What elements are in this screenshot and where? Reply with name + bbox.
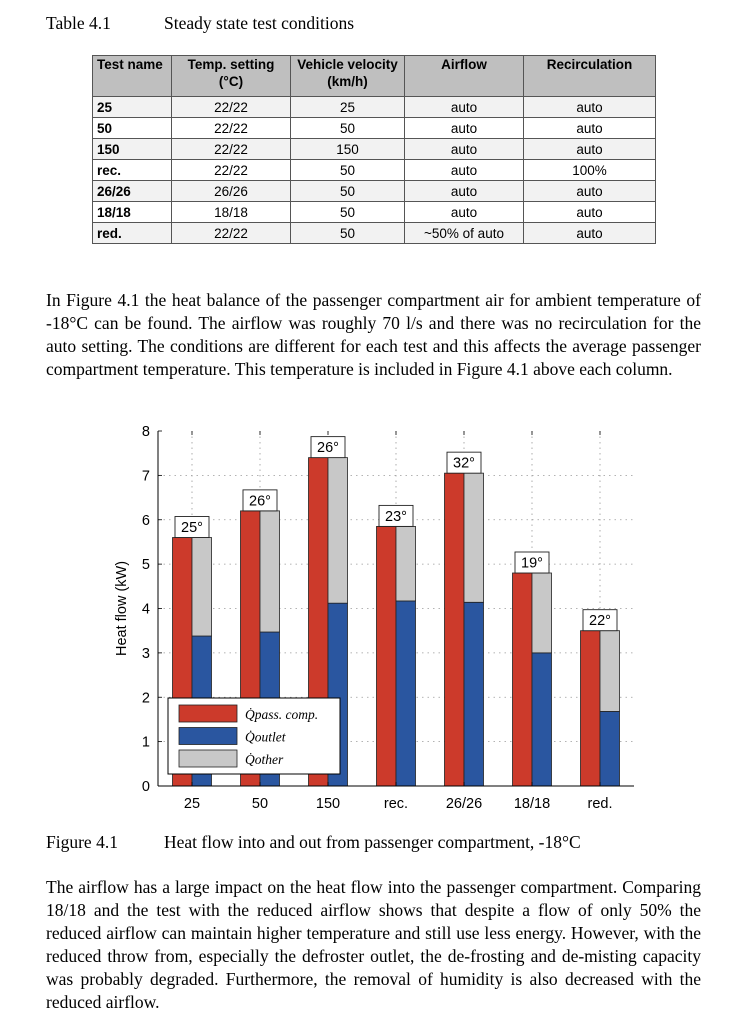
table-cell: 22/22 [172,97,291,118]
table-caption-number: Table 4.1 [46,13,111,33]
table-cell: 50 [291,118,405,139]
table-cell: 26/26 [172,181,291,202]
table-body [93,97,656,244]
y-tick-label: 8 [141,424,150,440]
figure-caption-text: Heat flow into and out from passenger compartment, -18°C [164,832,581,852]
table-cell: auto [405,181,524,202]
table-cell: 50 [291,202,405,223]
legend-swatch [179,750,237,767]
bar-other [600,631,620,712]
legend-label: Q̇outlet [245,729,286,745]
table-cell: auto [524,223,656,244]
paragraph-airflow-impact: The airflow has a large impact on the heat flow into the passenger compartment. Comparing 18/18 and the test with the reduced airflow shows that despite a flow of only 50% the reduced airflow can maintain higher temperature and still use less energy. However, with the reduced throw from, especially the defroster outlet, the de-frosting and de-misting capacity was probably degraded. Furthermore, the removal of humidity is also decreased with the reduced airflow. [46,877,701,1012]
table-header-row [93,56,656,97]
table-cell: auto [405,97,524,118]
table-cell: 50 [291,223,405,244]
temperature-label: 25° [181,520,203,536]
table-cell: 100% [524,160,656,181]
table-cell: 22/22 [172,139,291,160]
table-row [93,118,656,139]
x-tick-label: 25 [183,796,201,812]
table-row [93,160,656,181]
table-cell: 50 [93,118,172,139]
figure-caption-number: Figure 4.1 [46,832,118,852]
x-tick-label: 26/26 [445,796,483,812]
legend-label: Q̇pass. comp. [245,707,319,722]
legend-label: Q̇other [245,752,284,767]
table-cell: 18/18 [172,202,291,223]
bar-outlet [600,711,620,786]
table-row [93,97,656,118]
bar-pass-comp [445,473,465,786]
table-cell: rec. [93,160,172,181]
table-cell: 150 [291,139,405,160]
table-cell: 150 [93,139,172,160]
y-tick-label: 4 [141,601,150,618]
table-cell: 25 [93,97,172,118]
x-tick-label: red. [587,796,613,812]
legend-swatch [179,728,237,745]
table-cell: auto [524,118,656,139]
table-header: Temp. setting (°C) [172,56,291,97]
test-conditions-table [92,55,656,244]
bar-other [328,458,348,604]
heat-flow-chart [100,420,650,820]
table-header: Test name [93,56,172,97]
temperature-label: 23° [385,508,407,525]
table-cell: 50 [291,181,405,202]
table-cell: 22/22 [172,118,291,139]
table-header: Recirculation [524,56,656,97]
paragraph-heat-balance: In Figure 4.1 the heat balance of the passenger compartment air for ambient temperature of -18°C can be found. The airflow was roughly 70 l/s and there was no recirculation for the auto setting. The conditions are different for each test and this affects the average passenger compartment temperature. This temperature is included in Figure 4.1 above each column. [46,290,701,379]
bar-other [396,526,416,601]
table-row [93,139,656,160]
table-row [93,223,656,244]
bar-pass-comp [513,573,533,786]
table-cell: auto [524,139,656,160]
legend-swatch [179,705,237,722]
table-cell: 22/22 [172,160,291,181]
table-cell: auto [524,97,656,118]
table-cell: 26/26 [93,181,172,202]
bar-pass-comp [581,631,601,786]
figure-caption [46,832,581,853]
table-row [93,202,656,223]
table-cell: auto [405,139,524,160]
table-cell: auto [524,202,656,223]
table-caption-text: Steady state test conditions [164,13,355,33]
bar-outlet [396,601,416,786]
x-tick-label: 18/18 [513,796,551,812]
table-cell: 18/18 [93,202,172,223]
bar-outlet [464,602,484,786]
bar-pass-comp [377,526,397,786]
table-cell: 50 [291,160,405,181]
bar-other [192,538,212,637]
table-cell: ~50% of auto [405,223,524,244]
table-cell: 22/22 [172,223,291,244]
x-tick-label: 150 [315,796,341,812]
temperature-label: 22° [589,613,611,630]
table-header: Vehicle velocity (km/h) [291,56,405,97]
y-tick-label: 5 [141,557,150,574]
bar-other [464,473,484,602]
y-tick-label: 1 [141,734,150,751]
table-cell: auto [405,118,524,139]
x-tick-label: rec. [383,796,409,812]
bar-other [260,511,280,632]
y-tick-label: 7 [141,468,150,485]
y-tick-label: 2 [141,690,150,707]
y-tick-label: 3 [141,645,150,662]
table-cell: red. [93,223,172,244]
table-cell: 25 [291,97,405,118]
table-row [93,181,656,202]
temperature-label: 19° [521,555,543,572]
bar-other [532,573,552,653]
table-caption [46,13,354,34]
table-cell: auto [405,160,524,181]
table-cell: auto [524,181,656,202]
y-axis-label: Heat flow (kW) [114,560,130,657]
bar-outlet [532,653,552,786]
temperature-label: 32° [453,455,475,472]
temperature-label: 26° [249,493,271,510]
table-cell: auto [405,202,524,223]
table-header: Airflow [405,56,524,97]
y-tick-label: 0 [141,779,150,795]
y-tick-label: 6 [141,512,150,529]
temperature-label: 26° [317,440,339,457]
x-tick-label: 50 [251,796,269,812]
